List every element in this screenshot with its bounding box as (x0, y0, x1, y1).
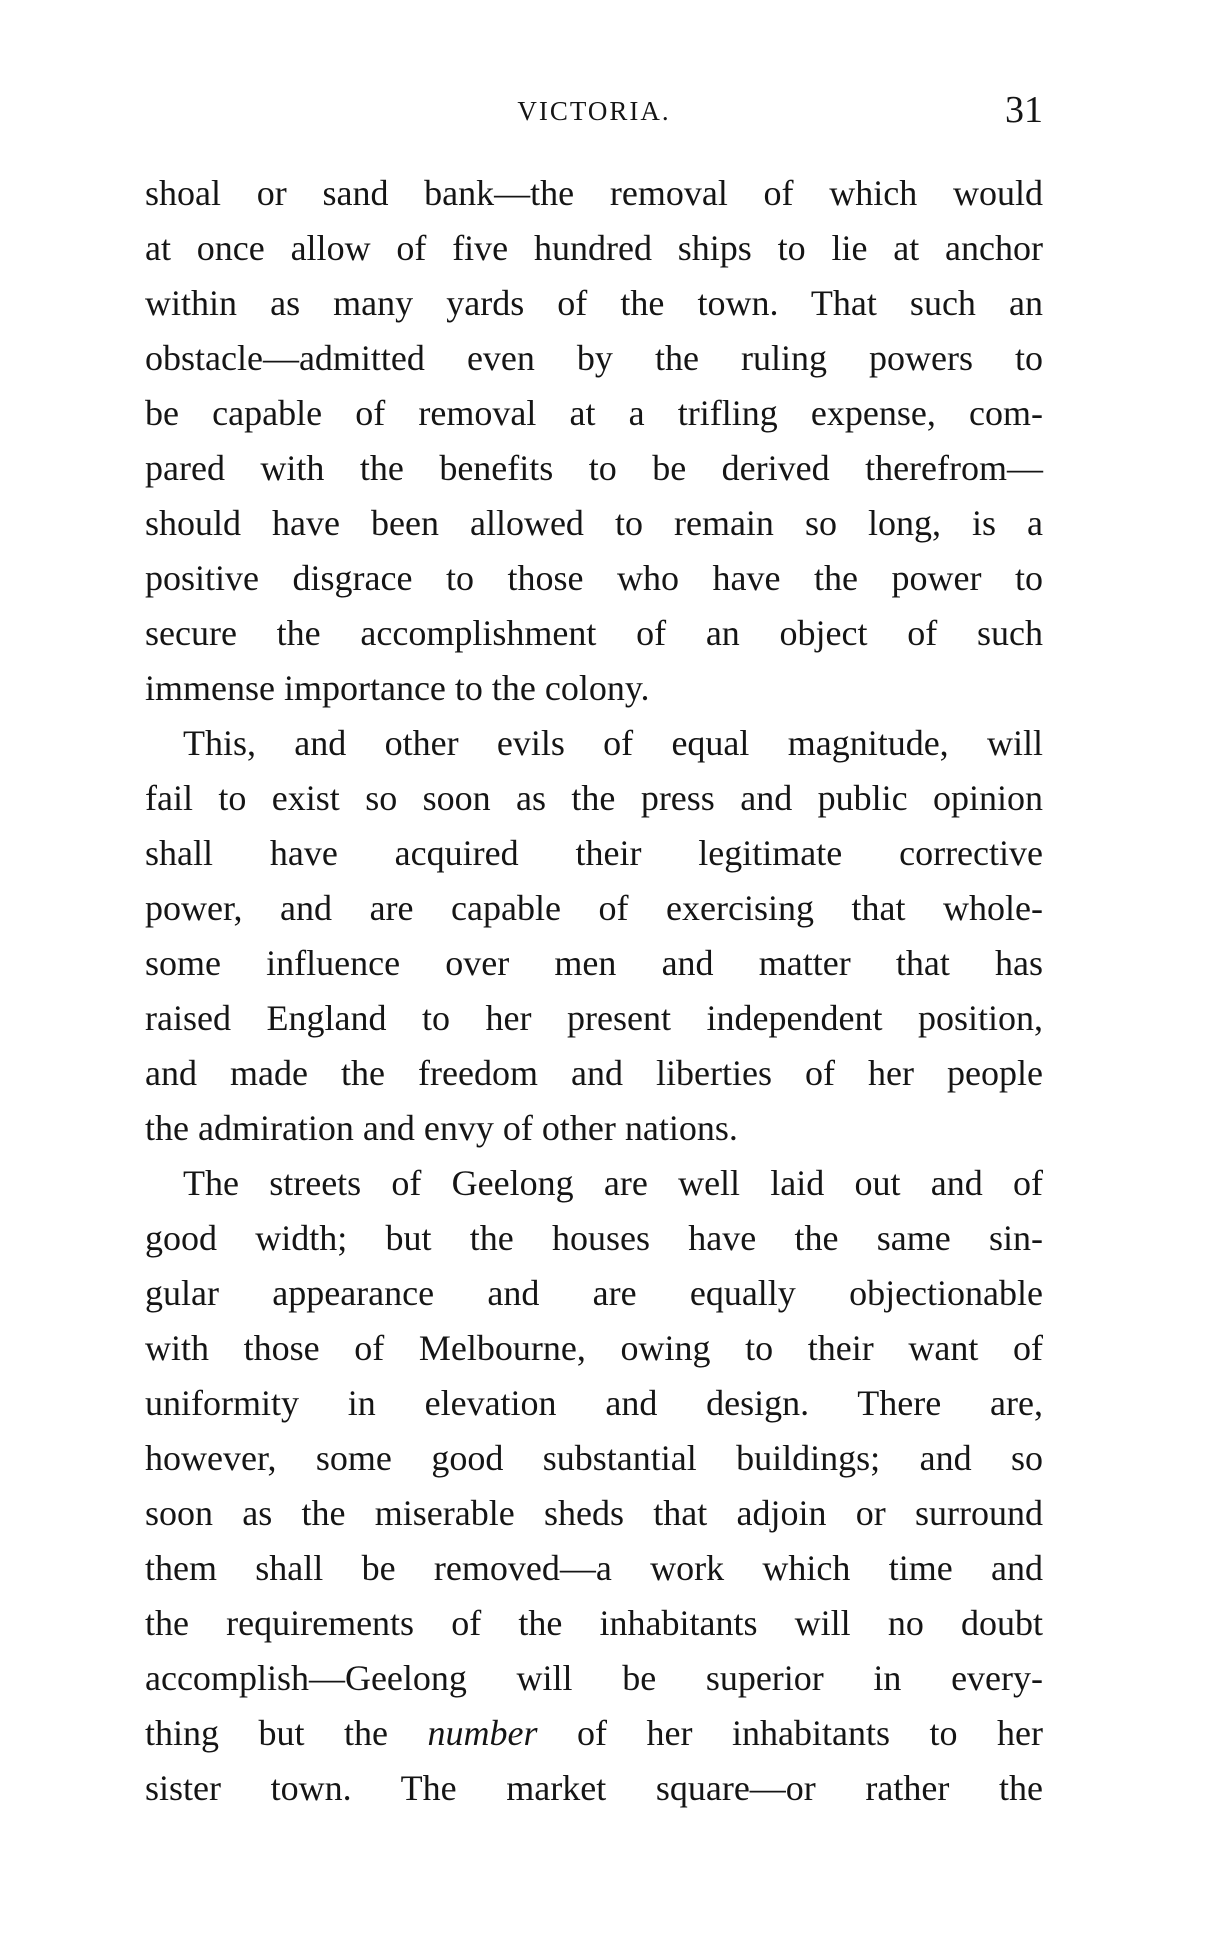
text-line: power, and are capable of exercising that whole- (145, 888, 1043, 928)
text-line: should have been allowed to remain so long, is a (145, 503, 1043, 543)
page-header (145, 88, 1043, 138)
text-line: at once allow of five hundred ships to lie at anchor (145, 228, 1043, 268)
text-line: pared with the benefits to be derived therefrom— (145, 448, 1043, 488)
text-line: them shall be removed—a work which time and (145, 1548, 1043, 1588)
text-line: shoal or sand bank—the removal of which would (145, 173, 1043, 213)
text-line: uniformity in elevation and design. There are, (145, 1383, 1043, 1423)
text-line: raised England to her present independent position, (145, 998, 1043, 1038)
text-line: the admiration and envy of other nations. (145, 1108, 738, 1148)
text-line: The streets of Geelong are well laid out and of (183, 1163, 1043, 1203)
text-line: some influence over men and matter that has (145, 943, 1043, 983)
page-number: 31 (1005, 89, 1043, 131)
text-line: shall have acquired their legitimate corrective (145, 833, 1043, 873)
text-line: be capable of removal at a trifling expense, com- (145, 393, 1043, 433)
text-line: accomplish—Geelong will be superior in every- (145, 1658, 1043, 1698)
text-line: fail to exist so soon as the press and public opinion (145, 778, 1043, 818)
text-line: sister town. The market square—or rather the (145, 1768, 1043, 1808)
text-line: This, and other evils of equal magnitude, will (183, 723, 1043, 763)
text-line: good width; but the houses have the same sin- (145, 1218, 1043, 1258)
text-line-with-emphasis (145, 1706, 1043, 1761)
emphasized-word: number (427, 1713, 538, 1753)
text-line: positive disgrace to those who have the power to (145, 558, 1043, 598)
text-fragment: of her inhabitants to her (537, 1713, 1043, 1753)
text-line: within as many yards of the town. That such an (145, 283, 1043, 323)
text-line: gular appearance and are equally objectionable (145, 1273, 1043, 1313)
text-line: with those of Melbourne, owing to their want of (145, 1328, 1043, 1368)
running-head: VICTORIA. (517, 96, 671, 126)
text-line: obstacle—admitted even by the ruling powers to (145, 338, 1043, 378)
text-line: and made the freedom and liberties of her people (145, 1053, 1043, 1093)
body-text (145, 166, 1043, 1816)
text-line: secure the accomplishment of an object of such (145, 613, 1043, 653)
text-line: however, some good substantial buildings; and so (145, 1438, 1043, 1478)
text-line: soon as the miserable sheds that adjoin or surround (145, 1493, 1043, 1533)
text-line: immense importance to the colony. (145, 668, 650, 708)
text-line: the requirements of the inhabitants will no doubt (145, 1603, 1043, 1643)
text-fragment: thing but the (145, 1713, 428, 1753)
